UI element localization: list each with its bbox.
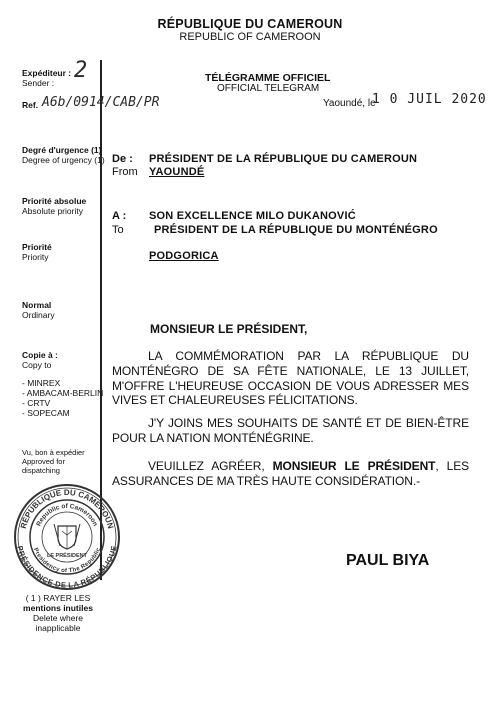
paragraph-2: J'Y JOINS MES SOUHAITS DE SANTÉ ET DE BIEN-ÊTRE POUR LA NATION MONTÉNÉGRINE.: [112, 416, 469, 445]
presidential-seal: [12, 482, 122, 592]
paragraph-3: VEUILLEZ AGRÉER, MONSIEUR LE PRÉSIDENT, LES ASSURANCES DE MA TRÈS HAUTE CONSIDÉRATION.-: [112, 459, 469, 488]
seal-center-text: LE PRÉSIDENT: [46, 553, 88, 559]
copy-item: - MINREX: [22, 378, 61, 388]
copy-item: - AMBACAM-BERLIN: [22, 388, 104, 398]
sender-value: 2: [74, 58, 88, 83]
normal-label: Normal Ordinary: [22, 300, 55, 320]
ref-label: Ref.: [22, 100, 39, 110]
urgency-label: Degré d'urgence (1) Degree of urgency (1): [22, 145, 105, 165]
paragraph-1: LA COMMÉMORATION PAR LA RÉPUBLIQUE DU MONTÉNÉGRO DE SA FÊTE NATIONALE, LE 13 JUILLET, M'OFFRE L'HEUREUSE OCCASION DE VOUS ADRESSER MES VIVES ET CHALEUREUSES FÉLICITATIONS.: [112, 349, 469, 408]
to-city: PODGORICA: [149, 250, 219, 262]
salutation: MONSIEUR LE PRÉSIDENT,: [150, 322, 308, 336]
to-label-en: To: [112, 224, 124, 236]
place-label: Yaoundé, le: [323, 98, 376, 109]
to-label-fr: A :: [112, 210, 127, 222]
copy-list: [22, 378, 103, 418]
from-label-en: From: [112, 166, 138, 178]
seal-outer-top-text: RÉPUBLIQUE DU CAMEROUN: [18, 487, 116, 530]
approved-label: Vu, bon à expédier Approved for dispatching: [22, 448, 85, 475]
to-line2: PRÉSIDENT DE LA RÉPUBLIQUE DU MONTÉNÉGRO: [154, 224, 438, 236]
telegram-title-fr: TÉLÉGRAMME OFFICIEL: [205, 72, 331, 84]
signature: PAUL BIYA: [346, 552, 430, 569]
footnote: ( 1 ) RAYER LES mentions inutiles Delete where inapplicable: [23, 593, 93, 633]
to-line1: SON EXCELLENCE MILO DUKANOVIĆ: [149, 210, 356, 222]
seal-inner-top-text: Republic of Cameroon: [35, 502, 99, 528]
from-value: PRÉSIDENT DE LA RÉPUBLIQUE DU CAMEROUN: [149, 153, 418, 165]
seal-inner-bottom-text: Presidency of The Republic: [31, 547, 103, 575]
seal-outer-bottom-text: PRÉSIDENCE DE LA RÉPUBLIQUE: [15, 544, 119, 590]
date-stamp: 1 0 JUIL 2020: [372, 92, 487, 107]
header-title-en: REPUBLIC OF CAMEROON: [179, 31, 321, 43]
absolute-priority-label: Priorité absolue Absolute priority: [22, 196, 87, 216]
copy-item: - CRTV: [22, 398, 51, 408]
from-city: YAOUNDÉ: [149, 166, 205, 178]
priority-label: Priorité Priority: [22, 242, 52, 262]
copy-item: - SOPECAM: [22, 408, 70, 418]
sender-label: Expéditeur : Sender :: [22, 68, 72, 88]
ref-value: A6b/0914/CAB/PR: [42, 95, 160, 110]
coat-of-arms-icon: [54, 524, 80, 549]
from-label-fr: De :: [112, 153, 133, 165]
copy-to-label: Copie à : Copy to: [22, 350, 58, 370]
telegram-title-en: OFFICIAL TELEGRAM: [217, 83, 320, 94]
header-title-fr: RÉPUBLIQUE DU CAMEROUN: [157, 17, 343, 31]
